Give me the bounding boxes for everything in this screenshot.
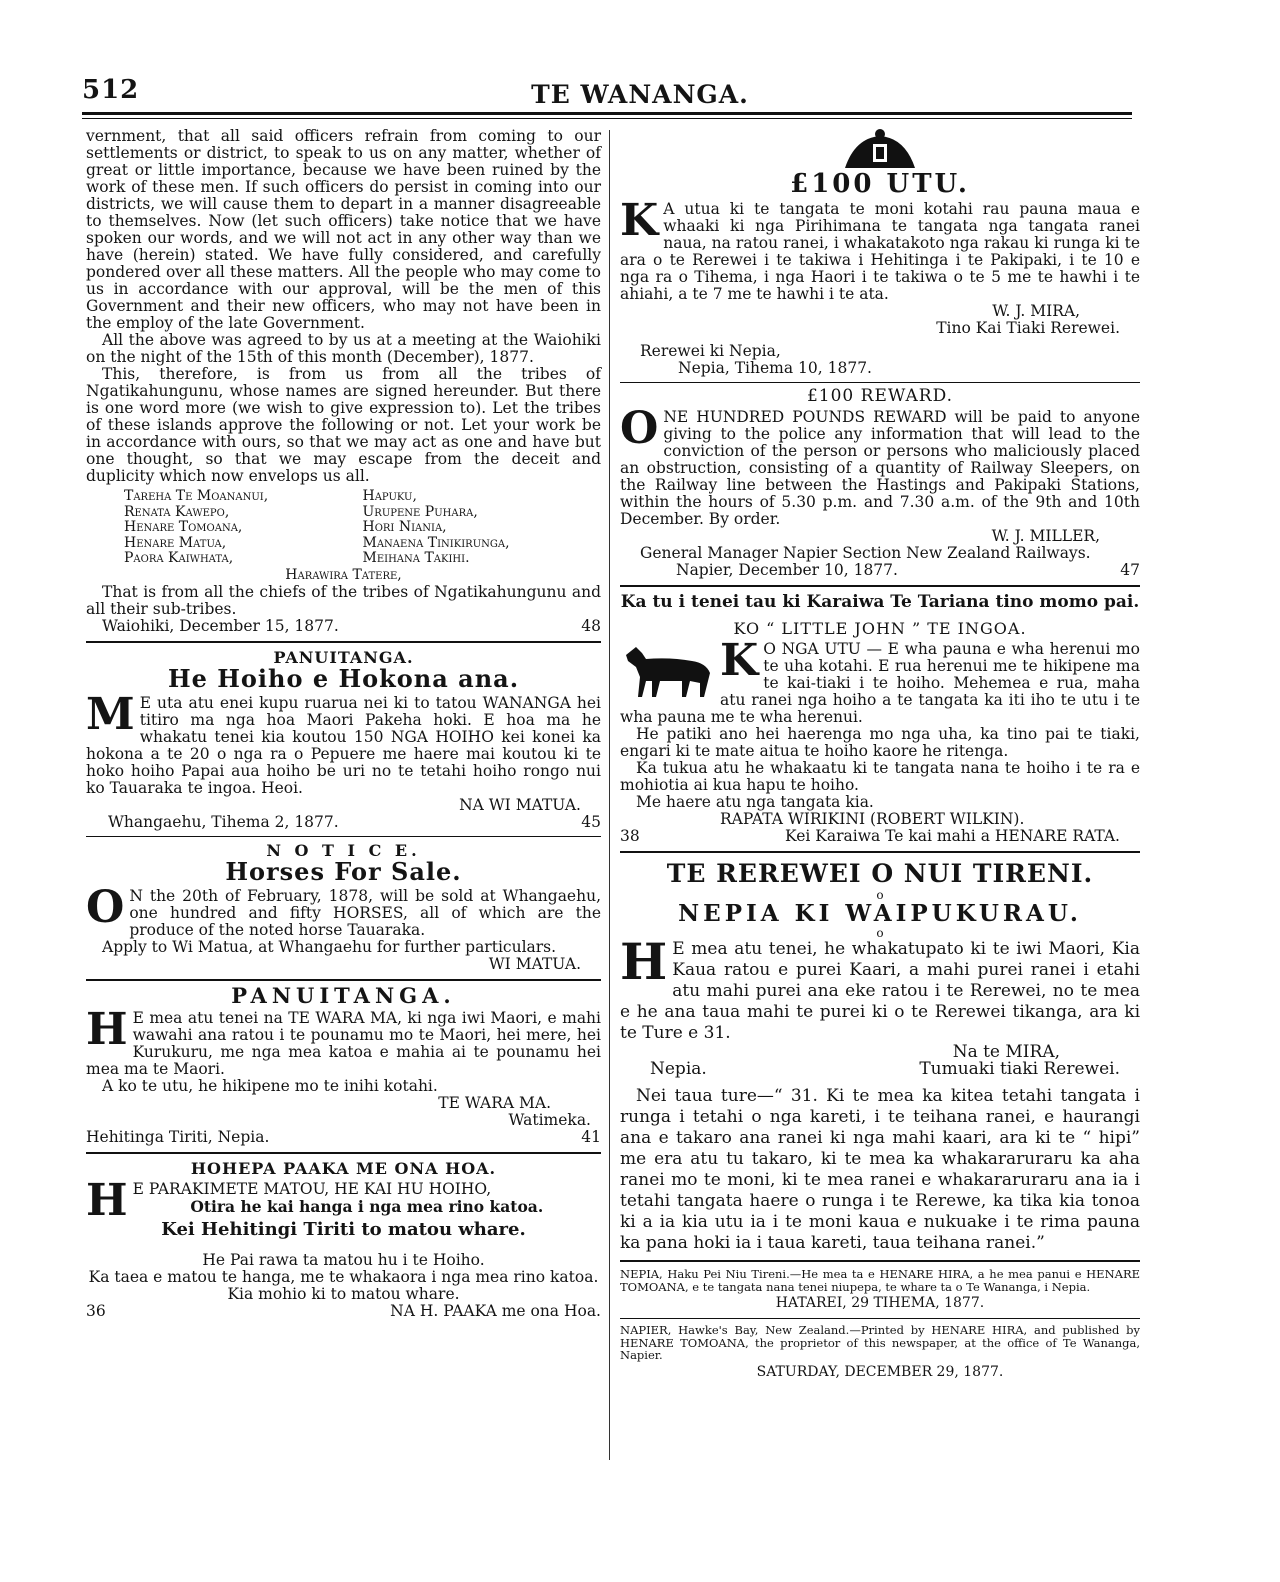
reward-en-signature: General Manager Napier Section New Zealand Railways.: [640, 544, 1091, 562]
section-rule: [620, 382, 1140, 383]
ad-body: O N the 20th of February, 1878, will be sold at Whangaehu, one hundred and fifty HORSES, all of which are the produce of the noted horse Tauaraka.: [86, 881, 601, 939]
ad-apply: Apply to Wi Matua, at Whangaehu for further particulars.: [102, 937, 557, 956]
signatory: Tareha Te Moananui,: [124, 488, 269, 504]
drop-cap: M: [86, 688, 135, 740]
reward-signature: Tino Kai Tiaki Rerewei.: [936, 319, 1120, 337]
right-column: [620, 128, 1140, 1381]
rail-place: Nepia.: [650, 1059, 707, 1079]
rail-body: H E mea atu tenei, he whakatupato ki te iwi Maori, Kia Kaua ratou e purei Kaari, a mahi purei ranei i etahi atu mahi purei ana eke ratou i te Rerewei, no te mea e he ana taua mahi te purei ki o te Rerewei tikanga, ara ki te Ture e 31.: [620, 932, 1140, 1043]
ad-title: He Hoiho e Hokona ana.: [167, 663, 520, 693]
dateline-row: [620, 562, 1140, 579]
reward-en-signature: W. J. MILLER,: [991, 527, 1100, 545]
horse-ad-line: He patiki ano hei haerenga mo nga uha, ka tino pai te tiaki, engari ki te mate aitua te hoiho kaore he ritenga.: [620, 725, 1140, 760]
ad-heading: HOHEPA PAAKA ME ONA HOA.: [190, 1158, 497, 1178]
reward-place: Nepia, Tihema 10, 1877.: [678, 359, 872, 377]
dateline: Hehitinga Tiriti, Nepia.: [86, 1127, 270, 1146]
section-rule: [620, 1260, 1140, 1262]
ad-line: Otira he kai hanga i nga mea rino katoa.: [190, 1196, 544, 1216]
masthead-title: TE WANANGA.: [531, 80, 749, 109]
ad-signature: Watimeka.: [508, 1110, 591, 1129]
ad-line: Kei Hehitingi Tiriti to matou whare.: [161, 1218, 526, 1240]
dateline: Waiohiki, December 15, 1877.: [102, 616, 339, 635]
ad-title: Horses For Sale.: [225, 856, 462, 886]
horse-icon: [620, 641, 716, 701]
ref-number: 36: [86, 1301, 106, 1320]
signatory: Meihana Takihi.: [362, 550, 470, 566]
header-rule: [82, 112, 1132, 115]
signatory: Henare Tomoana,: [124, 519, 243, 535]
ref-number: 47: [1120, 561, 1140, 579]
page-number: 512: [82, 75, 140, 105]
rail-signature: Tumuaki tiaki Rerewei.: [919, 1059, 1120, 1079]
signatory: Paora Kaiwhata,: [124, 550, 234, 566]
dateline-row: [86, 618, 601, 635]
drop-cap: O: [620, 403, 659, 454]
section-rule: [86, 836, 601, 837]
ref-number: 41: [581, 1127, 601, 1146]
meeting-paragraph: All the above was agreed to by us at a meeting at the Waiohiki on the night of the 15th of this month (December), 1877.: [86, 331, 601, 366]
drop-cap: K: [620, 195, 659, 246]
imprint-maori: NEPIA, Haku Pei Niu Tireni.—He mea ta e HENARE HIRA, a he mea panui e HENARE TOMOANA, e te tangata nana tenei niupepa, te whare ta o Te Wananga, i Nepia.: [620, 1267, 1140, 1294]
ref-number: 45: [581, 812, 601, 831]
horse-ad-top: Ka tu i tenei tau ki Karaiwa Te Tariana tino momo pai.: [620, 592, 1140, 612]
signatory: Harawira Tatere,: [285, 566, 402, 583]
signatory: Manaena Tinikirunga,: [362, 534, 510, 551]
reward-en-body: ONE HUNDRED POUNDS REWARD will be paid to anyone giving to the police any information that will lead to the conviction of the person or persons who maliciously placed an obstruction, consisting of a quantity of Railway Sleepers, on the Railway line between the Hastings and Pakipaki Stations, within the hours of 5.30 p.m. and 7.30 a.m. of the 9th and 10th December. By order.: [620, 403, 1140, 528]
horse-ad-line: Ka tukua atu he whakaatu ki te tangata nana te hoiho i te ra e mohiotia ai kua hapu te hoiho.: [620, 759, 1140, 794]
header-rule-thin: [82, 118, 1132, 119]
horse-ad-heading: KO “ LITTLE JOHN ” TE INGOA.: [733, 619, 1027, 638]
reward-en-title: £100 REWARD.: [806, 386, 953, 406]
tribes-paragraph: This, therefore, is from us from all the tribes of Ngatikahungunu, whose names are signed hereunder. But there is one word more (we wish to give expression to). Let the tribes of these islands approve the following or not. Let your work be in accordance with ours, so that we may act as one and have but one thought, so that we may escape from the deceit and duplicity which now envelops us all.: [86, 365, 601, 485]
rail-signature: Na te MIRA,: [952, 1042, 1060, 1062]
section-rule: [86, 1152, 601, 1154]
signatory: Hapuku,: [362, 488, 417, 504]
ad-heading: PANUITANGA.: [273, 647, 414, 667]
signatory: Renata Kawepo,: [124, 503, 230, 520]
opening-paragraph: vernment, that all said officers refrain from coming to our settlements or district, to speak to us on any matter, whether of great or little importance, because we have been ruined by the work of these men. If such officers do persist in coming into our districts, we will cause them to depart in a manner disagreeable to themselves. Now (let such officers) take notice that we have spoken our words, and we will not act in any other way than we have (herein) stated. We have fully considered, and carefully pondered over all these matters. All the people who may come to us in accordance with our approval, will be the men of this Government and their new officers, who may not have been in the employ of the late Government.: [86, 127, 601, 332]
ad-signature: WI MATUA.: [488, 954, 581, 973]
section-rule: [86, 641, 601, 643]
section-rule: [620, 851, 1140, 853]
ad-line: He Pai rawa ta matou hu i te Hoiho.: [202, 1250, 485, 1269]
horse-ad-line: Me haere atu nga tangata kia.: [636, 793, 874, 811]
column-divider: [609, 130, 610, 1460]
ad-heading: PANUITANGA.: [231, 982, 456, 1008]
signatory: Henare Matua,: [124, 534, 227, 551]
rail-signature-row: [620, 1061, 1120, 1078]
reward-place: Rerewei ki Nepia,: [640, 342, 781, 360]
ad-signature: NA H. PAAKA me ona Hoa.: [390, 1301, 601, 1320]
rail-rule-text: Nei taua ture—“ 31. Ki te mea ka kitea tetahi tangata i runga i tetahi o nga kareti, i te teihana ranei, e haurangi ana e takaro ana ranei ki nga mahi kaari, ara ki te “ hipi” me era atu tu takaro, ki te mea ka whakararuraru ka aha ranei mo te moni, ki te mea ranei e whakararuraru ana ia i tetahi tangata haere o runga i te Rerewe, ka tika kia tonoa ki a ia kia utu ia i te moni kaua e nukuake i te rima pauna ka pana hoki ia i taua kareti, taua teihana ranei.”: [620, 1086, 1140, 1253]
dateline-row: [86, 1303, 601, 1320]
imprint-english-date: SATURDAY, DECEMBER 29, 1877.: [756, 1363, 1004, 1380]
horse-ad-body: K O NGA UTU — E wha pauna e wha herenui mo te uha kotahi. E rua herenui me te hikipene ma te kai-tiaki i te hoiho. Mehemea e rua, maha atu ranei nga hoiho a te tangata ka iti iho te utu i te wha pauna me te wha herenui.: [620, 635, 1140, 726]
ref-number: 38: [620, 827, 640, 845]
ad-body: H E mea atu tenei na TE WARA MA, ki nga iwi Maori, e mahi wawahi ana ratou i te pounamu mo te Maori, hei mere, hei Kurukuru, me nga mea katoa e mahia ai te pounamu hei mea ma te Maori.: [86, 1003, 601, 1078]
chiefs-paragraph: That is from all the chiefs of the tribes of Ngatikahungunu and all their sub-tribes.: [86, 582, 601, 618]
drop-cap: H: [86, 1003, 128, 1055]
dateline: Whangaehu, Tihema 2, 1877.: [108, 812, 339, 831]
ad-line: Ka taea e matou te hanga, me te whakaora i nga mea rino katoa.: [88, 1267, 599, 1286]
ref-number: 48: [581, 616, 601, 635]
separator: o: [876, 926, 884, 940]
ad-body: H E PARAKIMETE MATOU, HE KAI HU HOIHO,: [86, 1174, 492, 1226]
dateline-row: [86, 1129, 601, 1146]
section-rule: [86, 979, 601, 981]
reward-signature: W. J. MIRA,: [992, 302, 1080, 320]
drop-cap: O: [86, 881, 125, 933]
separator: o: [876, 888, 884, 902]
left-column: [86, 128, 601, 1320]
horse-ad-signature: Kei Karaiwa Te kai mahi a HENARE RATA.: [785, 827, 1120, 845]
rail-subtitle: NEPIA KI WAIPUKURAU.: [678, 900, 1082, 927]
reward-title: £100 UTU.: [790, 169, 970, 199]
ad-heading: N O T I C E.: [266, 840, 421, 860]
dateline-row: [86, 814, 601, 831]
imprint-maori-date: HATAREI, 29 TIHEMA, 1877.: [775, 1295, 985, 1311]
rail-title: TE REREWEI O NUI TIRENI.: [666, 859, 1094, 888]
ad-signature: TE WARA MA.: [438, 1093, 551, 1112]
ad-body: M E uta atu enei kupu ruarua nei ki to tatou WANANGA hei titiro ma nga hoa Maori Pakeha hoki. E hoa ma he whakatu tenei kia koutou 150 NGA HOIHO kei konei ka hokona a te 20 o nga ra o Pepuere me haere mai koutou ki te hoko hoiho Papai aua hoiho be uri no te tetahi hoiho rongo nui ko Tauaraka te ingoa. Heoi.: [86, 688, 601, 797]
ad-line: Kia mohio ki to matou whare.: [227, 1284, 460, 1303]
horse-ad-signature: RAPATA WIRIKINI (ROBERT WILKIN).: [720, 810, 1025, 828]
drop-cap: H: [620, 932, 668, 991]
signatory: Urupene Puhara,: [362, 503, 478, 520]
royal-crest-icon: [835, 128, 925, 172]
drop-cap: K: [720, 635, 759, 686]
imprint-english: NAPIER, Hawke's Bay, New Zealand.—Printed by HENARE HIRA, and published by HENARE TOMOANA, the proprietor of this newspaper, at the office of Te Wananga, Napier.: [620, 1323, 1140, 1362]
reward-body: K A utua ki te tangata te moni kotahi rau pauna maua e whaaki ki nga Pirihimana te tangata nga tangata ranei naua, na ratou ranei, i whakatakoto nga rakau ki runga ki te ara o te Rerewei i te takiwa i Hehitinga i te Pakipaki, i te 10 e nga ra o Tihema, i nga Haori i te takiwa o te 5 me te hawhi i te ahiahi, a te 7 me te hawhi i te ata.: [620, 195, 1140, 303]
dateline: Napier, December 10, 1877.: [676, 561, 898, 579]
dateline-row: [620, 828, 1140, 845]
section-rule: [620, 1318, 1140, 1319]
drop-cap: H: [86, 1174, 128, 1226]
ad-signature: NA WI MATUA.: [459, 795, 581, 814]
signatories: [86, 489, 601, 567]
section-rule: [620, 585, 1140, 587]
ad-line: A ko te utu, he hikipene mo te inihi kotahi.: [102, 1076, 438, 1095]
signatory: Hori Niania,: [362, 519, 447, 535]
